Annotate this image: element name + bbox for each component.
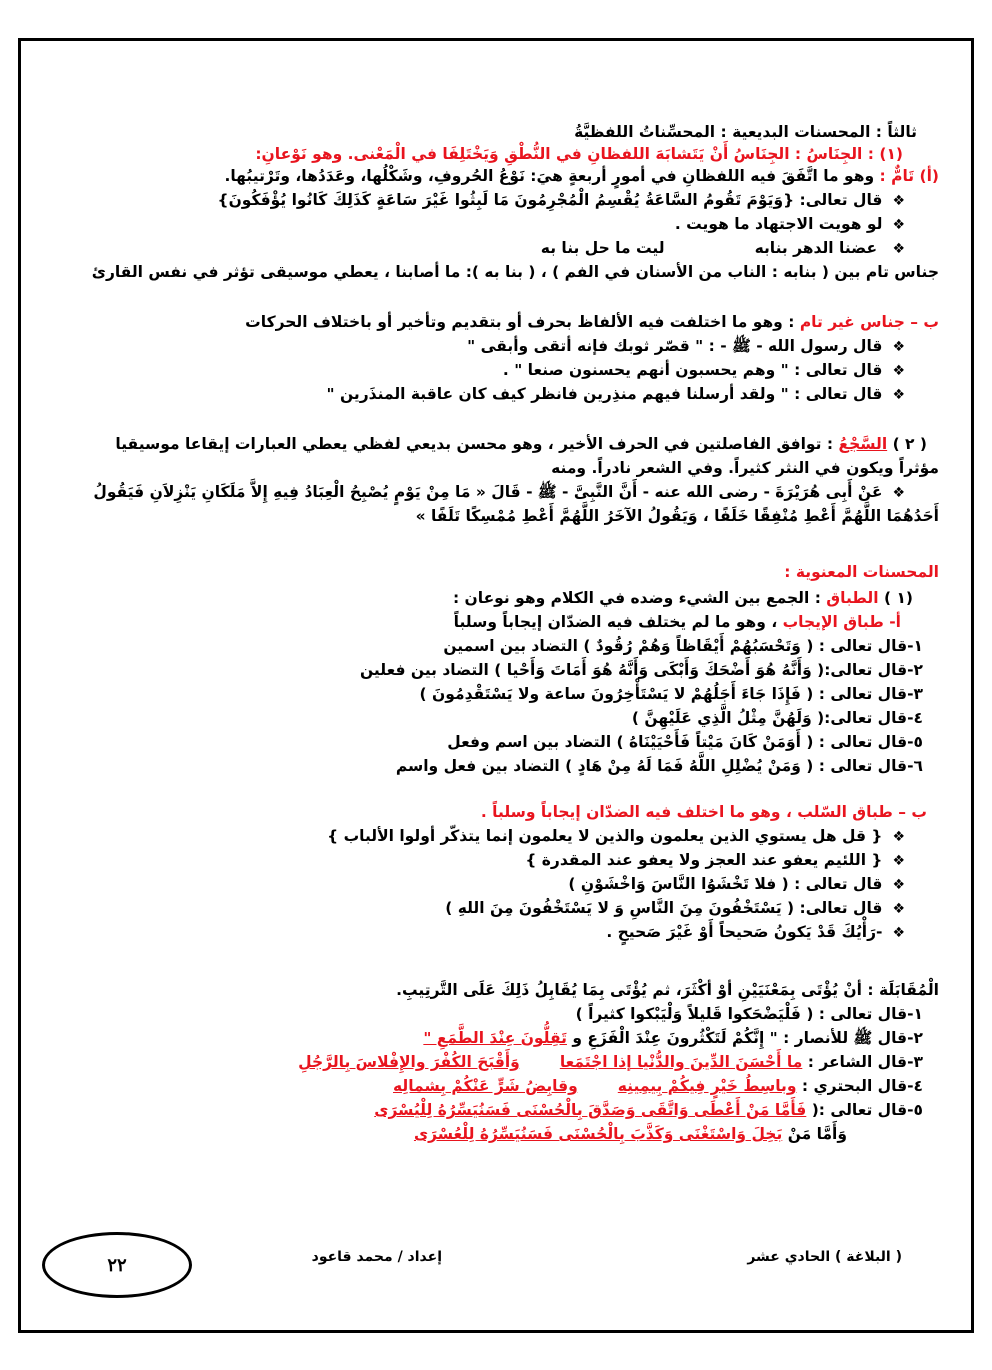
manawiya-title: المحسنات المعنوية :	[784, 563, 939, 581]
page-frame	[18, 38, 974, 1333]
muqabala-example-2	[85, 1027, 923, 1049]
muqabala-example-4-hemistich-2: وقابِضُ شَرٍّ عَنْكُمْ بِشمالِه	[393, 1077, 578, 1095]
muqabala-example-5-label: ٥-قال تعالى :(	[811, 1101, 923, 1119]
ghair-example-1: ❖ قال رسول الله - ﷺ - : " قصّر ثوبك فإنه أتقى وأبقى "	[85, 335, 905, 358]
saj-example-1: ❖ عَنْ أَبِى هُرَيْرَةَ - رضى الله عنه - أَنَّ النَّبِىَّ - ﷺ - قَالَ « مَا مِنْ يَوْمٍ يُصْبِحُ الْعِبَادُ فِيهِ إِلاَّ مَلَكَانِ يَنْزِلاَنِ فَيَقُولُ	[45, 481, 905, 504]
muqabala-example-3-hemistich-2: وَأَقْبَحَ الكُفْرَ والإِفْلاسَ بِالرَّجُلِ	[298, 1053, 520, 1071]
ijab-example-1: ١-قال تعالى : ( وَتَحْسَبُهُمْ أَيْقَاظاً وَهُمْ رُقُودٌ ) التضاد بين اسمين	[443, 637, 923, 655]
tam-line	[85, 165, 939, 187]
muqabala-example-5-verse-2: بَخِلَ وَاسْتَغْنَى وَكَذَّبَ بِالْحُسْنَى فَسَنُيَسِّرُهُ لِلْعُسْرَى	[413, 1125, 783, 1143]
footer-subject: ( البلاغة ) الحادي عشر	[747, 1249, 902, 1265]
muqabala-example-5-verse-1: فَأَمَّا مَنْ أَعْطَى وَاتَّقَى وَصَدَّقَ بِالْحُسْنَى فَسَنُيَسِّرُهُ لِلْيُسْرَى	[374, 1101, 807, 1119]
muqabala-example-5	[85, 1099, 923, 1121]
muqabala-example-4-label: ٤-قال البحتري :	[801, 1077, 923, 1095]
tam-example-3	[85, 237, 905, 260]
ijab-example-6: ٦-قال تعالى : ( وَمَنْ يُضْلِلِ اللَّهُ فَمَا لَهُ مِنْ هَادٍ ) التضاد بين فعل واسم	[395, 757, 923, 775]
muqabala-example-5-line-2	[85, 1123, 847, 1145]
tam-definition: وهو ما اتَّفَقَ فيه اللفظانِ في أمورٍ أربعةٍ هيَ: نَوْعُ الحُروفِ، وشَكْلُها، وعَدَدُها، وتَرْتيبُها.	[224, 167, 875, 185]
muqabala-example-3	[45, 1051, 923, 1073]
ijab-example-4: ٤-قال تعالى:( وَلَهُنَّ مِثْلُ الَّذِي عَلَيْهِنَّ )	[631, 709, 923, 727]
ijab-line	[85, 611, 901, 633]
ghair-tam-definition: : وهو ما اختلفت فيه الألفاظ بحرف أو بتقديم وتأخير أو باختلاف الحركات	[245, 313, 800, 331]
ijab-example-5: ٥-قال تعالى : ( أَوَمَنْ كَانَ مَيْتاً فَأَحْيَيْنَاهُ ) التضاد بين اسم وفعل	[447, 733, 923, 751]
salb-example-3: ❖ قال تعالى : ( فلا تَخْشَوُا النَّاسَ وَاخْشَوْنِ )	[85, 873, 905, 896]
salb-example-5: ❖ -رَأْيُكَ قَدْ يَكونُ صَحيحاً أَوْ غَيْرَ صَحيحٍ .	[85, 921, 905, 944]
tam-label: (أ) تَامٌّ :	[879, 167, 939, 185]
tam-example-2: ❖ لو هويت الاجتهاد ما هويت .	[85, 213, 905, 236]
verse-hemistich-1: عضنا الدهر بنابه	[754, 239, 878, 257]
saj-label: السَّجْعُ	[838, 435, 888, 453]
tam-note: جناس تام بين ( بنابه : الناب من الأسنان في الفم ) ، ( بنا به ): ما أصابنا ، يعطي موسيقى تؤثر في نفس القارئ	[91, 263, 939, 281]
salb-example-2: ❖ { اللئيم يعفو عند العجز ولا يعفو عند المقدرة }	[85, 849, 905, 872]
ijab-example-2: ٢-قال تعالى:( وَأَنَّهُ هُوَ أَضْحَكَ وَأَبْكَى وَأَنَّهُ هُوَ أَمَاتَ وَأَحْيا ) التضاد بين فعلين	[359, 661, 923, 679]
ghair-example-2: ❖ قال تعالى : " وهم يحسبون أنهم يحسنون صنعا " .	[85, 359, 905, 382]
salb-label: ب – طباق السّلب ، وهو ما اختلف فيه الضدّان إيجاباً وسلباً .	[480, 803, 927, 821]
saj-definition-2: مؤثراً ويكون في النثر كثيراً. وفي الشعر نادراً. ومنه	[551, 459, 939, 477]
tibaq-definition: : الجمع بين الشيء وضده في الكلام وهو نوعان :	[452, 589, 821, 607]
saj-number: ( ٢ )	[892, 435, 927, 453]
saj-definition: : توافق الفاصلتين في الحرف الأخير ، وهو محسن بديعي لفظي يعطي العبارات إيقاعا موسيقيا	[115, 435, 834, 453]
muqabala-example-5-prefix: وَأَمَّا مَنْ	[787, 1125, 847, 1143]
ijab-label: أ- طباق الإيجاب	[782, 613, 901, 631]
jinas-definition: (١) : الجِنَاسُ : الجِنَاسُ أَنْ يَتَشابَهَ اللفظانِ في النُّطْقِ وَيَخْتَلِفَا في الْمَعْنى. وهو نَوْعانِ:	[255, 145, 903, 163]
ghair-tam-line	[85, 311, 939, 333]
muqabala-example-4-hemistich-1: وباسِطُ خَيْرٍ فِيكُمْ بِيمِينِه	[617, 1077, 797, 1095]
muqabala-example-1: ١-قال تعالى : ( فَلْيَضْحَكوا قَليلاً وَلْيَبْكوا كثيراً )	[575, 1005, 923, 1023]
saj-line	[85, 433, 927, 455]
section-title: ثالثاً : المحسنات البديعية : المحسِّناتُ اللفظيَّةُ	[574, 123, 917, 141]
tibaq-line	[85, 587, 913, 609]
ijab-definition: ، وهو ما لم يختلف فيه الضدّان إيجاباً وسلباً	[453, 613, 783, 631]
ghair-tam-label: ب – جناس غير تام	[799, 313, 939, 331]
ijab-example-3: ٣-قال تعالى : ( فَإِذَا جَاءَ أَجَلُهُمْ لا يَسْتَأْخِرُونَ ساعة ولا يَسْتَقْدِمُونَ )	[419, 685, 923, 703]
salb-example-4: ❖ قال تعالى: ( يَسْتَخْفُونَ مِنَ النَّاسِ وَ لا يَسْتَخْفُونَ مِنَ اللهِ )	[85, 897, 905, 920]
muqabala-example-2-part-1: ٢-قال ﷺ للأنصار : " إِنَّكُمْ لَتَكْثُرونَ عِنْدَ الْفَزَعِ و	[572, 1029, 923, 1047]
footer-author: إعداد / محمد قاعود	[311, 1249, 442, 1265]
tibaq-label: الطباق	[826, 589, 879, 607]
saj-example-2: أَحَدُهُمَا اللَّهُمَّ أَعْطِ مُنْفِقًا خَلَفًا ، وَيَقُولُ الآخَرُ اللَّهُمَّ أَعْطِ مُمْسِكًا تَلَفًا »	[415, 507, 939, 525]
salb-example-1: ❖ { قل هل يستوي الذين يعلمون والذين لا يعلمون إنما يتذكّر أولوا الألباب }	[85, 825, 905, 848]
muqabala-definition: الْمُقَابَلَة : أنْ يُؤْتَى بِمَعْنَيَيْنِ أوْ أكْثَرَ، ثم يُؤْتَى بِمَا يُقَابِلُ ذَلِكَ عَلَى التَّرتِيبِ.	[396, 981, 939, 999]
tibaq-number: (١ )	[883, 589, 913, 607]
muqabala-example-3-label: ٣-قال الشاعر :	[807, 1053, 923, 1071]
verse-hemistich-2: ليت ما حل بنا به	[540, 239, 665, 257]
tam-example-1: ❖ قال تعالى: {وَيَوْمَ تَقُومُ السَّاعَةُ يُقْسِمُ الْمُجْرِمُونَ مَا لَبِثُوا غَيْرَ سَاعَةٍ كَذَلِكَ كَانُوا يُؤْفَكُونَ}	[85, 189, 905, 212]
muqabala-example-2-part-2: تَقِلُّونَ عِنْدَ الطَّمَعِ "	[423, 1029, 567, 1047]
ghair-example-3: ❖ قال تعالى : " ولقد أرسلنا فيهم منذِرين فانظر كيف كان عاقبة المنذَرين "	[85, 383, 905, 406]
muqabala-example-3-hemistich-1: ما أَحْسَنَ الدِّينَ والدُّنْيا إذا اجْتَمَعا	[559, 1053, 803, 1071]
page-number: ٢٢	[42, 1232, 192, 1298]
muqabala-example-4	[85, 1075, 923, 1097]
